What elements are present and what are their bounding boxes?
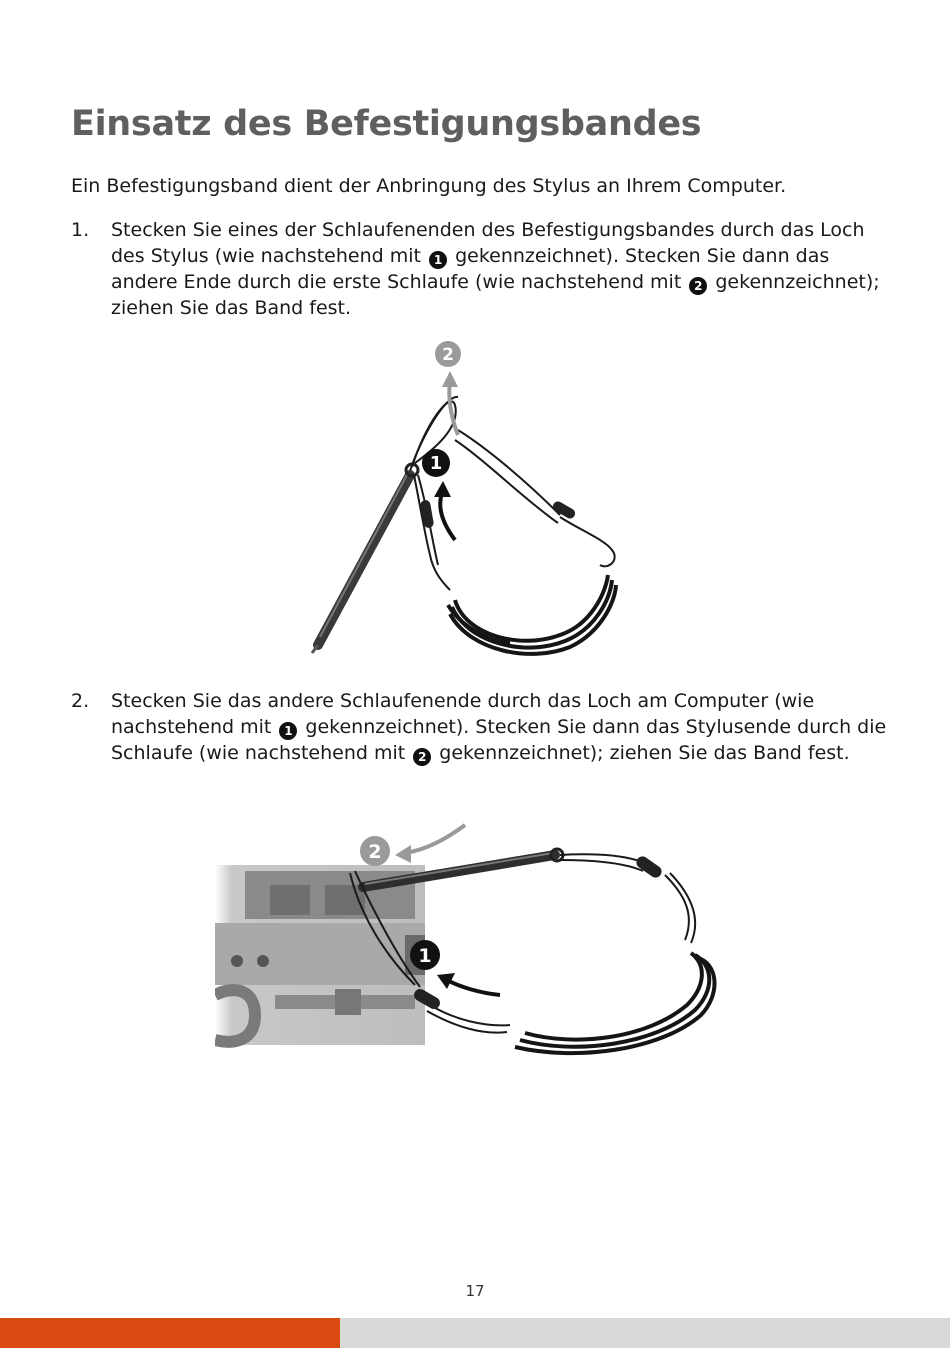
callout-1-icon xyxy=(422,449,450,477)
callout-marker-2: 2 xyxy=(413,748,431,766)
callout-2-icon xyxy=(360,836,390,866)
cord-clip xyxy=(634,854,664,880)
step-1 xyxy=(71,217,891,321)
arrow-icon xyxy=(447,980,500,995)
step-text: Stecken Sie das andere Schlaufenende durch das Loch am Computer (wie nachstehend mit 1 gekennzeichnet). Stecken Sie dann das Stylusende durch die Schlaufe (wie nachstehend mit 2 gekennzeichnet); ziehen Sie das Band fest. xyxy=(111,690,887,764)
page-number: 17 xyxy=(465,1282,485,1300)
arrow-icon xyxy=(405,825,465,853)
svg-text:1: 1 xyxy=(418,945,432,967)
svg-text:1: 1 xyxy=(429,453,443,474)
svg-text:2: 2 xyxy=(442,345,454,365)
figure-computer-lanyard xyxy=(215,815,725,1065)
page-title: Einsatz des Befestigungsbandes xyxy=(71,104,702,144)
step-text: Stecken Sie eines der Schlaufenenden des Befestigungsbandes durch das Loch des Stylus (wie nachstehend mit 1 gekennzeichnet). Stecken Sie dann das andere Ende durch die erste Schlaufe (wie nachstehend mit 2 gekennzeichnet); ziehen Sie das Band fest. xyxy=(111,219,880,319)
step-number: 2. xyxy=(71,690,90,712)
stylus-pen xyxy=(312,464,418,653)
intro-paragraph: Ein Befestigungsband dient der Anbringung des Stylus an Ihrem Computer. xyxy=(71,175,787,197)
figure-stylus-lanyard xyxy=(290,335,660,665)
callout-2-icon xyxy=(435,341,461,367)
cord-clip xyxy=(551,500,577,521)
footer-accent-bar xyxy=(0,1318,340,1348)
step-2 xyxy=(71,688,891,766)
svg-text:2: 2 xyxy=(368,841,382,863)
arrow-icon xyxy=(440,493,455,540)
coiled-cord xyxy=(448,575,616,654)
computer-device xyxy=(215,865,425,1045)
arrow-head-icon xyxy=(395,845,411,863)
callout-marker-2: 2 xyxy=(689,277,707,295)
arrow-head-icon xyxy=(434,481,451,497)
callout-marker-1: 1 xyxy=(429,251,447,269)
callout-1-icon xyxy=(410,940,440,970)
callout-marker-1: 1 xyxy=(279,722,297,740)
coiled-cord xyxy=(515,953,715,1053)
footer-gray-bar xyxy=(340,1318,950,1348)
arrow-head-icon xyxy=(442,371,458,387)
step-number: 1. xyxy=(71,219,90,241)
